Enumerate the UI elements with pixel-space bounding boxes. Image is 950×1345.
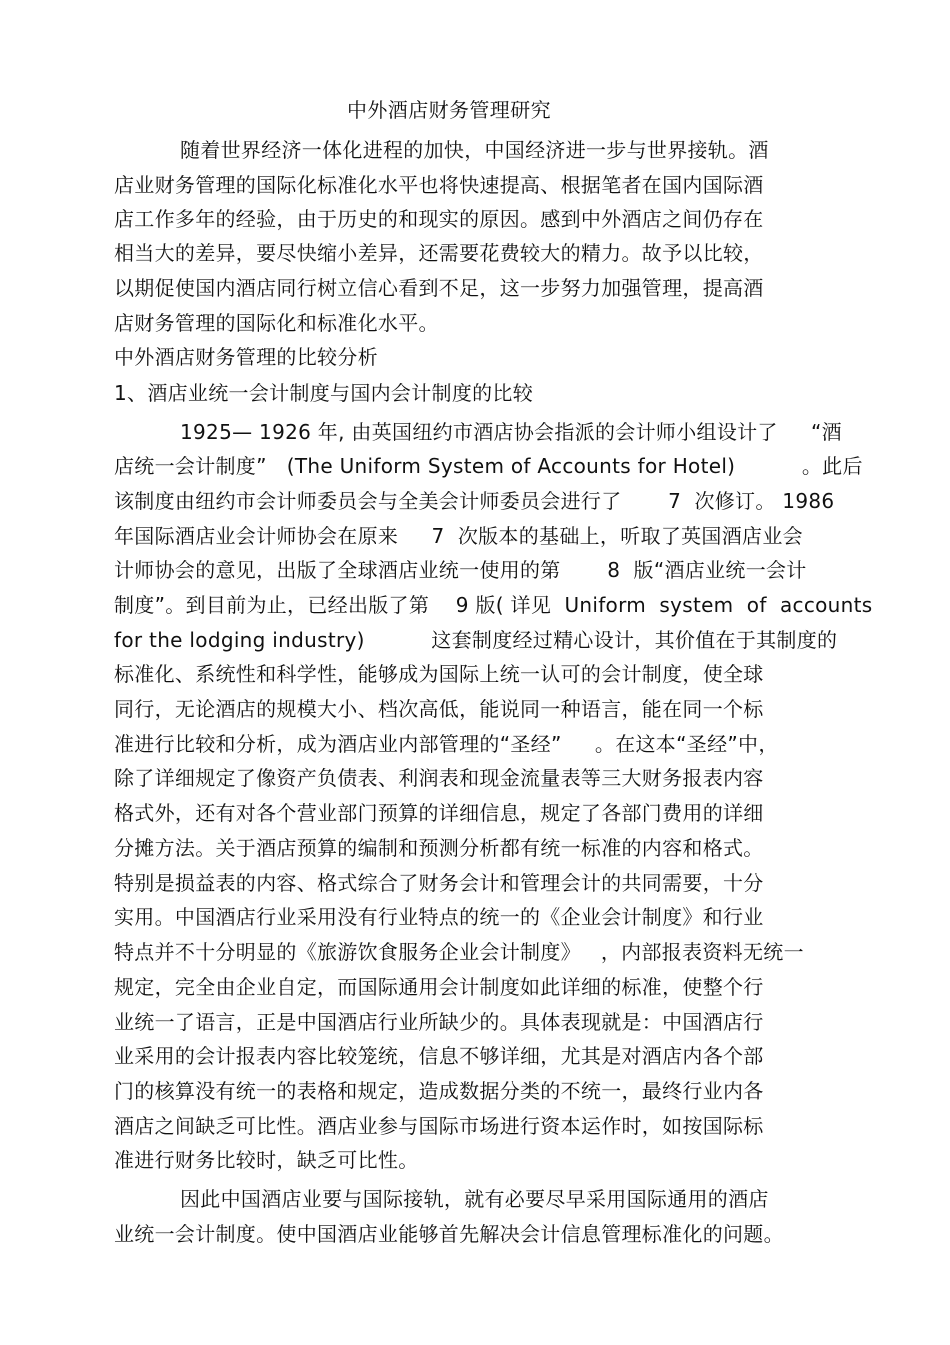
paragraph-line: 随着世界经济一体化进程的加快，中国经济进一步与世界接轨。酒 xyxy=(180,138,769,162)
subsection-heading: 1、酒店业统一会计制度与国内会计制度的比较 xyxy=(114,381,534,405)
paragraph-line: 制度”。到目前为止，已经出版了第 9 版( 详见 Uniform system of accounts xyxy=(114,593,873,617)
paragraph-line: 除了详细规定了像资产负债表、利润表和现金流量表等三大财务报表内容 xyxy=(114,766,764,790)
paragraph-line: 该制度由纽约市会计师委员会与全美会计师委员会进行了 7 次修订。 1986 xyxy=(114,489,835,513)
paragraph-line: 业采用的会计报表内容比较笼统，信息不够详细，尤其是对酒店内各个部 xyxy=(114,1044,764,1068)
paragraph-line: 准进行比较和分析，成为酒店业内部管理的“圣经” 。在这本“圣经”中， xyxy=(114,732,779,756)
section-heading: 中外酒店财务管理的比较分析 xyxy=(114,345,378,369)
paragraph-line: 特别是损益表的内容、格式综合了财务会计和管理会计的共同需要，十分 xyxy=(114,871,764,895)
paragraph-line: 标准化、系统性和科学性，能够成为国际上统一认可的会计制度，使全球 xyxy=(114,662,764,686)
paragraph-line: 店财务管理的国际化和标准化水平。 xyxy=(114,311,439,335)
paragraph-line: 因此中国酒店业要与国际接轨，就有必要尽早采用国际通用的酒店 xyxy=(180,1187,769,1211)
paragraph-line: 店工作多年的经验，由于历史的和现实的原因。感到中外酒店之间仍存在 xyxy=(114,207,764,231)
paragraph-line: 以期促使国内酒店同行树立信心看到不足，这一步努力加强管理，提高酒 xyxy=(114,276,764,300)
paragraph-line: 规定，完全由企业自定，而国际通用会计制度如此详细的标准，使整个行 xyxy=(114,975,764,999)
paragraph-line: 酒店之间缺乏可比性。酒店业参与国际市场进行资本运作时，如按国际标 xyxy=(114,1114,764,1138)
paragraph-line: 门的核算没有统一的表格和规定，造成数据分类的不统一，最终行业内各 xyxy=(114,1079,764,1103)
paragraph-line: 同行，无论酒店的规模大小、档次高低，能说同一种语言，能在同一个标 xyxy=(114,697,764,721)
paragraph-line: 店业财务管理的国际化标准化水平也将快速提高、根据笔者在国内国际酒 xyxy=(114,173,764,197)
paragraph-line: 准进行财务比较时，缺乏可比性。 xyxy=(114,1148,419,1172)
paragraph-line: 格式外，还有对各个营业部门预算的详细信息，规定了各部门费用的详细 xyxy=(114,801,764,825)
paragraph-line: 特点并不十分明显的《旅游饮食服务企业会计制度》 ，内部报表资料无统一 xyxy=(114,940,804,964)
paragraph-line: 分摊方法。关于酒店预算的编制和预测分析都有统一标准的内容和格式。 xyxy=(114,836,764,860)
paragraph-line: 年国际酒店业会计师协会在原来 7 次版本的基础上，听取了英国酒店业会 xyxy=(114,524,803,548)
paragraph-line: 店统一会计制度” (The Uniform System of Accounts for Hotel) 。此后 xyxy=(114,454,863,478)
page-title: 中外酒店财务管理研究 xyxy=(347,98,551,122)
paragraph-line: 相当大的差异，要尽快缩小差异，还需要花费较大的精力。故予以比较， xyxy=(114,241,764,265)
paragraph-line: 计师协会的意见，出版了全球酒店业统一使用的第 8 版“酒店业统一会计 xyxy=(114,558,807,582)
paragraph-line: for the lodging industry) 这套制度经过精心设计，其价值在于其制度的 xyxy=(114,628,838,652)
paragraph-line: 业统一了语言，正是中国酒店行业所缺少的。具体表现就是：中国酒店行 xyxy=(114,1010,764,1034)
paragraph-line: 1925— 1926 年, 由英国纽约市酒店协会指派的会计师小组设计了 “酒 xyxy=(180,420,842,444)
paragraph-line: 实用。中国酒店行业采用没有行业特点的统一的《企业会计制度》和行业 xyxy=(114,905,764,929)
paragraph-line: 业统一会计制度。使中国酒店业能够首先解决会计信息管理标准化的问题。 xyxy=(114,1222,784,1246)
